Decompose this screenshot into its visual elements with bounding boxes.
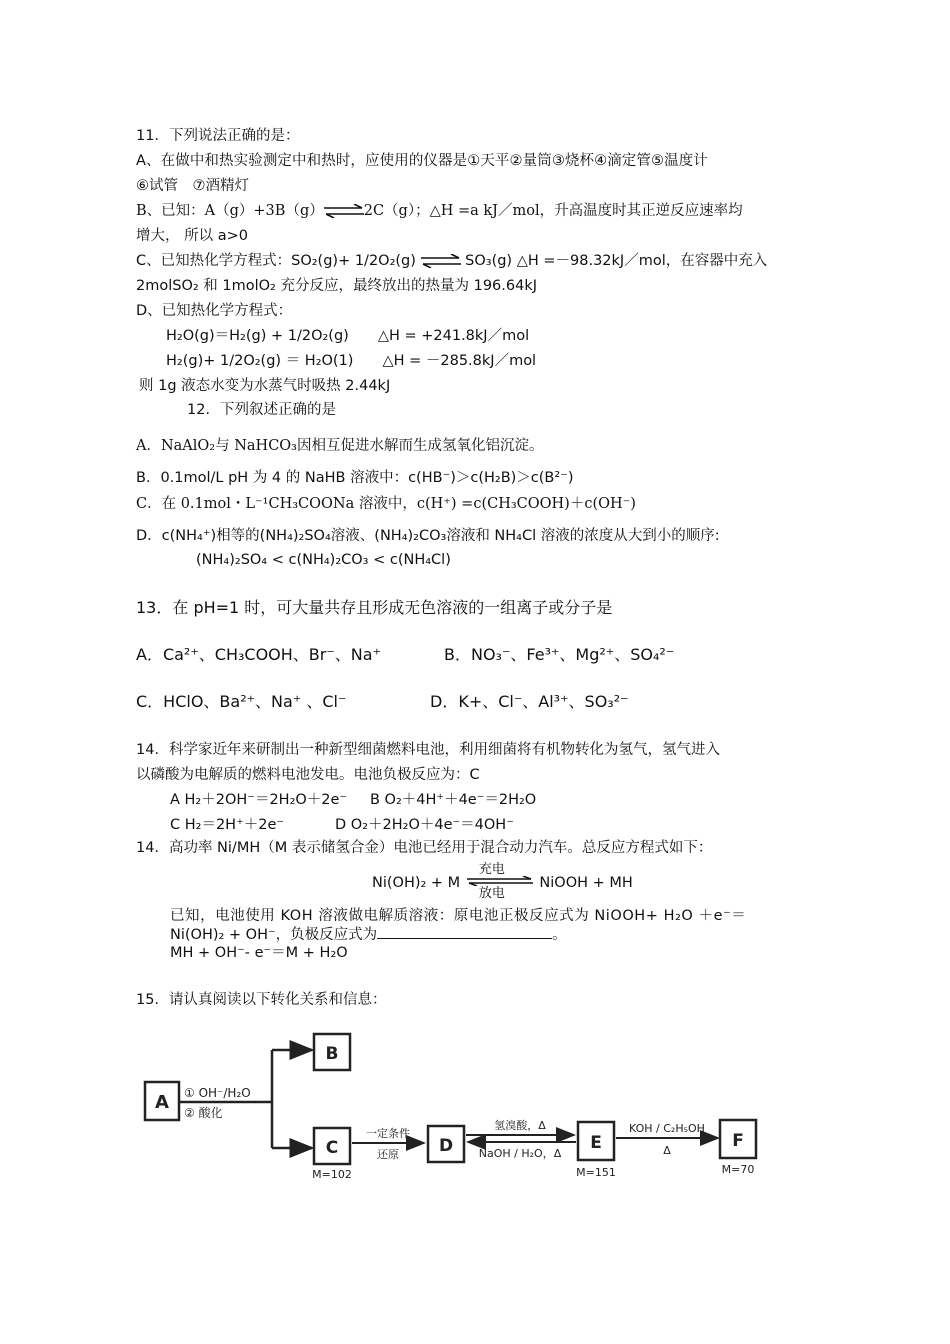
q14b-eq-right: NiOOH + MH (539, 875, 633, 891)
label-b: B (325, 1044, 339, 1064)
cond-e-d: NaOH / H₂O，Δ (478, 1147, 562, 1160)
mass-f: M=70 (721, 1163, 755, 1176)
q14a-option-a: A H₂＋2OH⁻＝2H₂O＋2e⁻ (170, 792, 348, 808)
q14a-option-b: B O₂＋4H⁺＋4e⁻＝2H₂O (370, 792, 537, 808)
label-a: A (155, 1092, 169, 1113)
cond-e-f-top: KOH / C₂H₅OH (629, 1122, 705, 1135)
q12-stem: 12．下列叙述正确的是 (187, 402, 336, 418)
mass-e: M=151 (576, 1166, 616, 1179)
q14a-stem-line1: 14．科学家近年来研制出一种新型细菌燃料电池，利用细菌将有机物转化为氢气，氢气进入 (136, 742, 720, 758)
answer-blank[interactable] (377, 924, 552, 939)
charge-label: 充电 (478, 862, 505, 877)
q11-option-c-line2: 2molSO₂ 和 1molO₂ 充分反应，最终放出的热量为 196.64kJ (136, 278, 538, 294)
q14b-line2-end: 。 (552, 927, 567, 943)
q14a-stem-line2: 以磷酸为电解质的燃料电池发电。电池负极反应为：C (136, 767, 480, 783)
reaction-scheme (140, 1030, 770, 1180)
q13-option-d: D．K+、Cl⁻、Al³⁺、SO₃²⁻ (430, 692, 629, 711)
q12-option-d-line1: D．c(NH₄⁺)相等的(NH₄)₂SO₄溶液、(NH₄)₂CO₃溶液和 NH₄Cl 溶液的浓度从大到小的顺序: (136, 528, 720, 544)
q11-option-b-line1 (136, 201, 743, 221)
q11-option-a-line1: A、在做中和热实验测定中和热时，应使用的仪器是①天平②量筒③烧杯④滴定管⑤温度计 (136, 153, 708, 169)
q14a-option-c: C H₂＝2H⁺＋2e⁻ (170, 817, 285, 833)
q11-option-a-line2: ⑥试管 ⑦酒精灯 (136, 178, 249, 194)
charge-discharge-arrow (465, 862, 535, 901)
cond-c-d-bottom: 还原 (377, 1148, 399, 1161)
q12-option-b: B．0.1mol/L pH 为 4 的 NaHB 溶液中：c(HB⁻)＞c(H₂B)＞c(B²⁻) (136, 470, 574, 486)
q11-option-d-eq1: H₂O(g)＝H₂(g) + 1/2O₂(g) △H = +241.8kJ／mol (166, 328, 530, 344)
label-c: C (325, 1138, 339, 1158)
q11-b-products: 2C（g）；△H =a kJ／mol，升高温度时其正逆反应速率均 (363, 203, 743, 219)
q13-option-c: C．HClO、Ba²⁺、Na⁺ 、Cl⁻ (136, 692, 347, 711)
cond-acidify: ② 酸化 (184, 1106, 223, 1120)
label-f: F (732, 1131, 744, 1151)
q12-option-a: A．NaAlO₂与 NaHCO₃因相互促进水解而生成氢氧化铝沉淀。 (136, 438, 544, 454)
q11-c-products: SO₃(g) △H =－98.32kJ／mol，在容器中充入 (465, 253, 768, 269)
q14b-stem: 14．高功率 Ni/MH（M 表示储氢合金）电池已经用于混合动力汽车。总反应方程式如下： (136, 840, 713, 856)
equilibrium-arrow-icon (421, 254, 461, 268)
q13-option-a: A．Ca²⁺、CH₃COOH、Br⁻、Na⁺ (136, 645, 382, 664)
q11-option-d-line1: D、已知热化学方程式： (136, 303, 293, 319)
cond-d-e: 氢溴酸，Δ (494, 1119, 546, 1132)
q12-option-d-line2: (NH₄)₂SO₄ < c(NH₄)₂CO₃ < c(NH₄Cl) (196, 552, 451, 568)
cond-c-d-top: 一定条件 (366, 1127, 410, 1140)
q11-option-d-line4: 则 1g 液态水变为水蒸气时吸热 2.44kJ (139, 378, 391, 394)
q11-c-reactants: C、已知热化学方程式：SO₂(g)+ 1/2O₂(g) (136, 253, 416, 269)
cond-oh-h2o: ① OH⁻/H₂O (184, 1086, 251, 1100)
q13-option-b: B．NO₃⁻、Fe³⁺、Mg²⁺、SO₄²⁻ (444, 645, 675, 664)
q13-stem: 13．在 pH=1 时，可大量共存且形成无色溶液的一组离子或分子是 (136, 598, 613, 617)
q11-option-c-line1 (136, 251, 767, 271)
q14b-eq-left: Ni(OH)₂ + M (372, 875, 461, 891)
label-e: E (590, 1133, 602, 1153)
equilibrium-arrow-icon (324, 204, 364, 218)
q11-option-b-line2: 增大， 所以 a>0 (136, 228, 248, 244)
discharge-label: 放电 (478, 886, 505, 901)
cond-e-f-bottom: Δ (663, 1144, 671, 1157)
q14b-equation (372, 862, 633, 901)
q11-b-reactants: B、已知：A（g）+3B（g） (136, 203, 324, 219)
q14b-answer: MH + OH⁻- e⁻＝M + H₂O (170, 945, 348, 961)
mass-c: M=102 (312, 1168, 352, 1180)
q12-option-c: C．在 0.1mol・L⁻¹CH₃COONa 溶液中，c(H⁺) =c(CH₃COOH)＋c(OH⁻) (136, 496, 636, 512)
label-d: D (438, 1136, 454, 1156)
q14b-line2-text: Ni(OH)₂ + OH⁻，负极反应式为 (170, 927, 378, 943)
q11-stem: 11．下列说法正确的是： (136, 128, 300, 144)
q14b-line2 (170, 924, 567, 945)
q11-option-d-eq2: H₂(g)+ 1/2O₂(g) ＝ H₂O(1) △H = －285.8kJ／mol (166, 353, 537, 369)
q15-stem: 15．请认真阅读以下转化关系和信息： (136, 992, 387, 1008)
q14a-option-d: D O₂＋2H₂O＋4e⁻＝4OH⁻ (335, 817, 514, 833)
q14b-line1: 已知，电池使用 KOH 溶液做电解质溶液：原电池正极反应式为 NiOOH+ H₂O ＋e⁻＝ (170, 908, 747, 924)
